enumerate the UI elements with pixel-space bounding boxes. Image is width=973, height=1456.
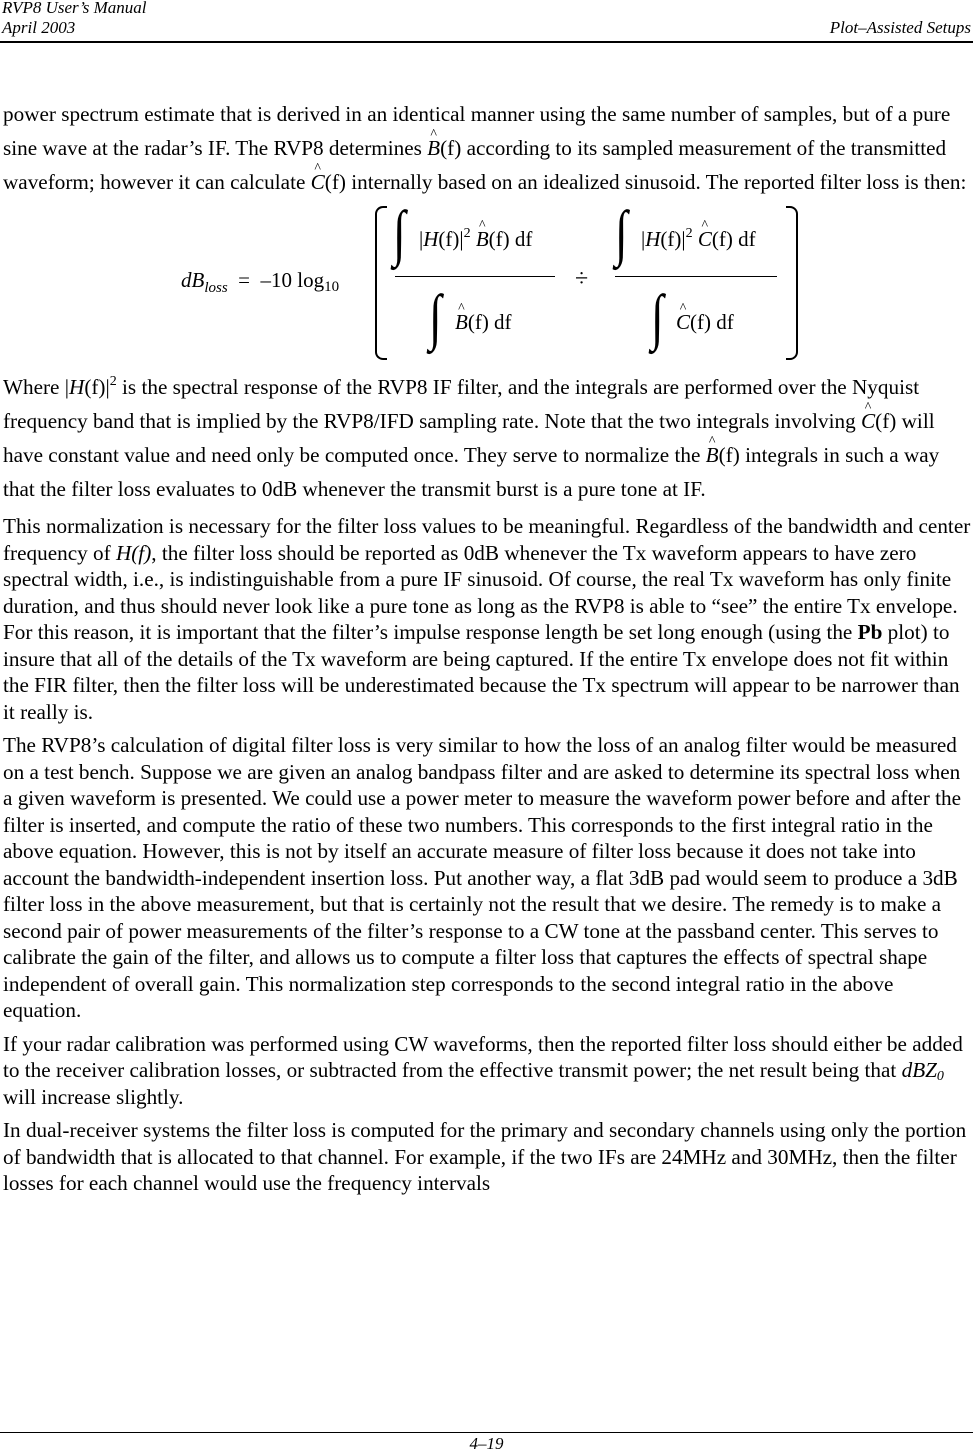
section-title: Plot–Assisted Setups [829, 18, 971, 37]
denominator-1: ^ B(f) df [455, 309, 512, 336]
numerator-1: $|H(f)|^2$ ^ B(f) df [419, 226, 532, 253]
page-header [0, 0, 973, 46]
header-left [2, 0, 147, 38]
footer-rule [0, 1432, 973, 1433]
fraction-line-1 [395, 276, 555, 277]
header-date: April 2003 [2, 18, 76, 37]
paragraph-5: If your radar calibration was performed using CW waveforms, then the reported filter loss should either be added to the receiver calibration losses, or subtracted from the effective transmit power; the net result being that dBZ$_0$ will increase slightly. [3, 1031, 963, 1109]
left-bracket [375, 206, 387, 360]
equation-lhs: $dB_{loss} = -10$ log10 [181, 268, 340, 296]
header-rule [0, 41, 973, 43]
c-hat-symbol: ^ C [311, 165, 325, 199]
paragraph-1: power spectrum estimate that is derived in an identical manner using the same number of samples, but of a pure sine wave at the radar’s IF. The RVP8 determines ^ B(f) according to its sampled measurement of the transmitted waveform; however it can calculate ^ C(f) internally based on an idealized sinusoid. The reported filter loss is then: [3, 97, 971, 199]
numerator-2: $|H(f)|^2$ ^ C(f) df [641, 226, 756, 253]
integral-den1: ∫ [429, 281, 442, 351]
page-body [3, 97, 971, 1204]
paragraph-4: The RVP8’s calculation of digital filter loss is very similar to how the loss of an analog filter would be measured on a test bench. Suppose we are given an analog bandpass filter and are asked to determine its spectral loss when a given waveform is presented. We could use a power meter to measure the waveform power before and after the filter is inserted, and compute the ratio of these two numbers. This corresponds to the first integral ratio in the above equation. However, this is not by itself an accurate measure of filter loss because it does not take into account the bandwidth-independent insertion loss. Put another way, a flat 3dB pad would seem to produce a 3dB filter loss in the above measurement, but that is certainly not the result that we desire. The remedy is to make a second pair of power measurements of the filter’s response to a CW tone at the passband center. This serves to calibrate the gain of the filter, and allows us to compute a filter loss that captures the effects of spectral shape independent of overall gain. This normalization step corresponds to the second integral ratio in the above equation. [3, 733, 962, 1022]
right-bracket [786, 206, 798, 360]
filter-loss-equation [3, 197, 971, 364]
fraction-line-2 [615, 276, 777, 277]
integral-num2: ∫ [615, 197, 628, 267]
manual-title: RVP8 User’s Manual [2, 0, 147, 17]
b-hat-symbol: ^ B [427, 131, 440, 165]
divide-sign: ÷ [575, 266, 589, 292]
integral-num1: ∫ [393, 197, 406, 267]
paragraph-3: This normalization is necessary for the filter loss values to be meaningful. Regardless of the bandwidth and center frequency of H(f), the filter loss should be reported as 0dB whenever the Tx waveform appears to have zero spectral width, i.e., is indistinguishable from a pure IF sinusoid. Of course, the real Tx waveform has only finite duration, and thus should never look like a pure tone as long as the RVP8 is able to “see” the entire Tx envelope. For this reason, it is important that the filter’s impulse response length be set long enough (using the Pb plot) to insure that all of the details of the Tx waveform are being captured. If the entire Tx envelope does not fit within the FIR filter, then the filter loss will be underestimated because the Tx spectrum will appear to be narrower than it really is. [3, 514, 971, 724]
page-number: 4–19 [469, 1434, 504, 1453]
paragraph-2: Where $|H(f)|^2$ is the spectral response of the RVP8 IF filter, and the integrals are performed over the Nyquist frequency band that is implied by the RVP8/IFD sampling rate. Note that the two integrals involving ^ C(f) will have constant value and need only be computed once. They serve to normalize the ^ B(f) integrals in such a way that the filter loss evaluates to 0dB whenever the transmit burst is a pure tone at IF. [3, 370, 971, 506]
denominator-2: ^ C(f) df [676, 309, 734, 336]
paragraph-6: In dual-receiver systems the filter loss is computed for the primary and secondary channels using only the portion of bandwidth that is allocated to that channel. For example, if the two IFs are 24MHz and 30MHz, then the filter losses for each channel would use the frequency intervals [3, 1118, 967, 1195]
integral-den2: ∫ [651, 281, 664, 351]
